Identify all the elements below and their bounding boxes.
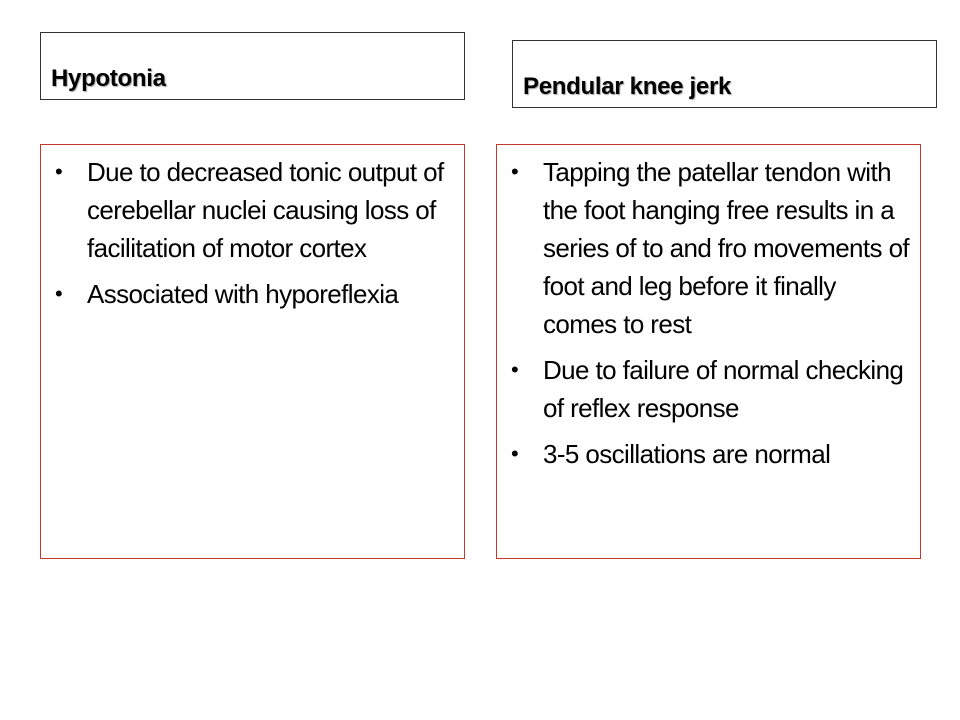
- bullet-icon: •: [511, 441, 519, 466]
- pendular-knee-jerk-content-box: [496, 144, 921, 559]
- bullet-text: Due to failure of normal checking of reflex response: [543, 355, 904, 423]
- bullet-text: Tapping the patellar tendon with the foot hanging free results in a series of to and fro movements of foot and leg before it finally comes to rest: [543, 157, 910, 339]
- bullet-icon: •: [55, 159, 63, 184]
- list-item: [507, 153, 912, 343]
- hypotonia-title-box: [40, 32, 465, 100]
- bullet-text: Due to decreased tonic output of cerebellar nuclei causing loss of facilitation of motor cortex: [87, 157, 444, 263]
- list-item: [507, 351, 912, 427]
- list-item: [507, 435, 912, 473]
- bullet-icon: •: [511, 357, 519, 382]
- bullet-text: Associated with hyporeflexia: [87, 279, 399, 309]
- bullet-icon: •: [55, 281, 63, 306]
- list-item: [51, 153, 456, 267]
- list-item: [51, 275, 456, 313]
- bullet-icon: •: [511, 159, 519, 184]
- hypotonia-title: Hypotonia: [51, 65, 166, 92]
- pendular-knee-jerk-bullet-list: [507, 153, 912, 473]
- bullet-text: 3-5 oscillations are normal: [543, 439, 831, 469]
- hypotonia-bullet-list: [51, 153, 456, 313]
- hypotonia-content-box: [40, 144, 465, 559]
- pendular-knee-jerk-title-box: [512, 40, 937, 108]
- pendular-knee-jerk-title: Pendular knee jerk: [523, 73, 732, 100]
